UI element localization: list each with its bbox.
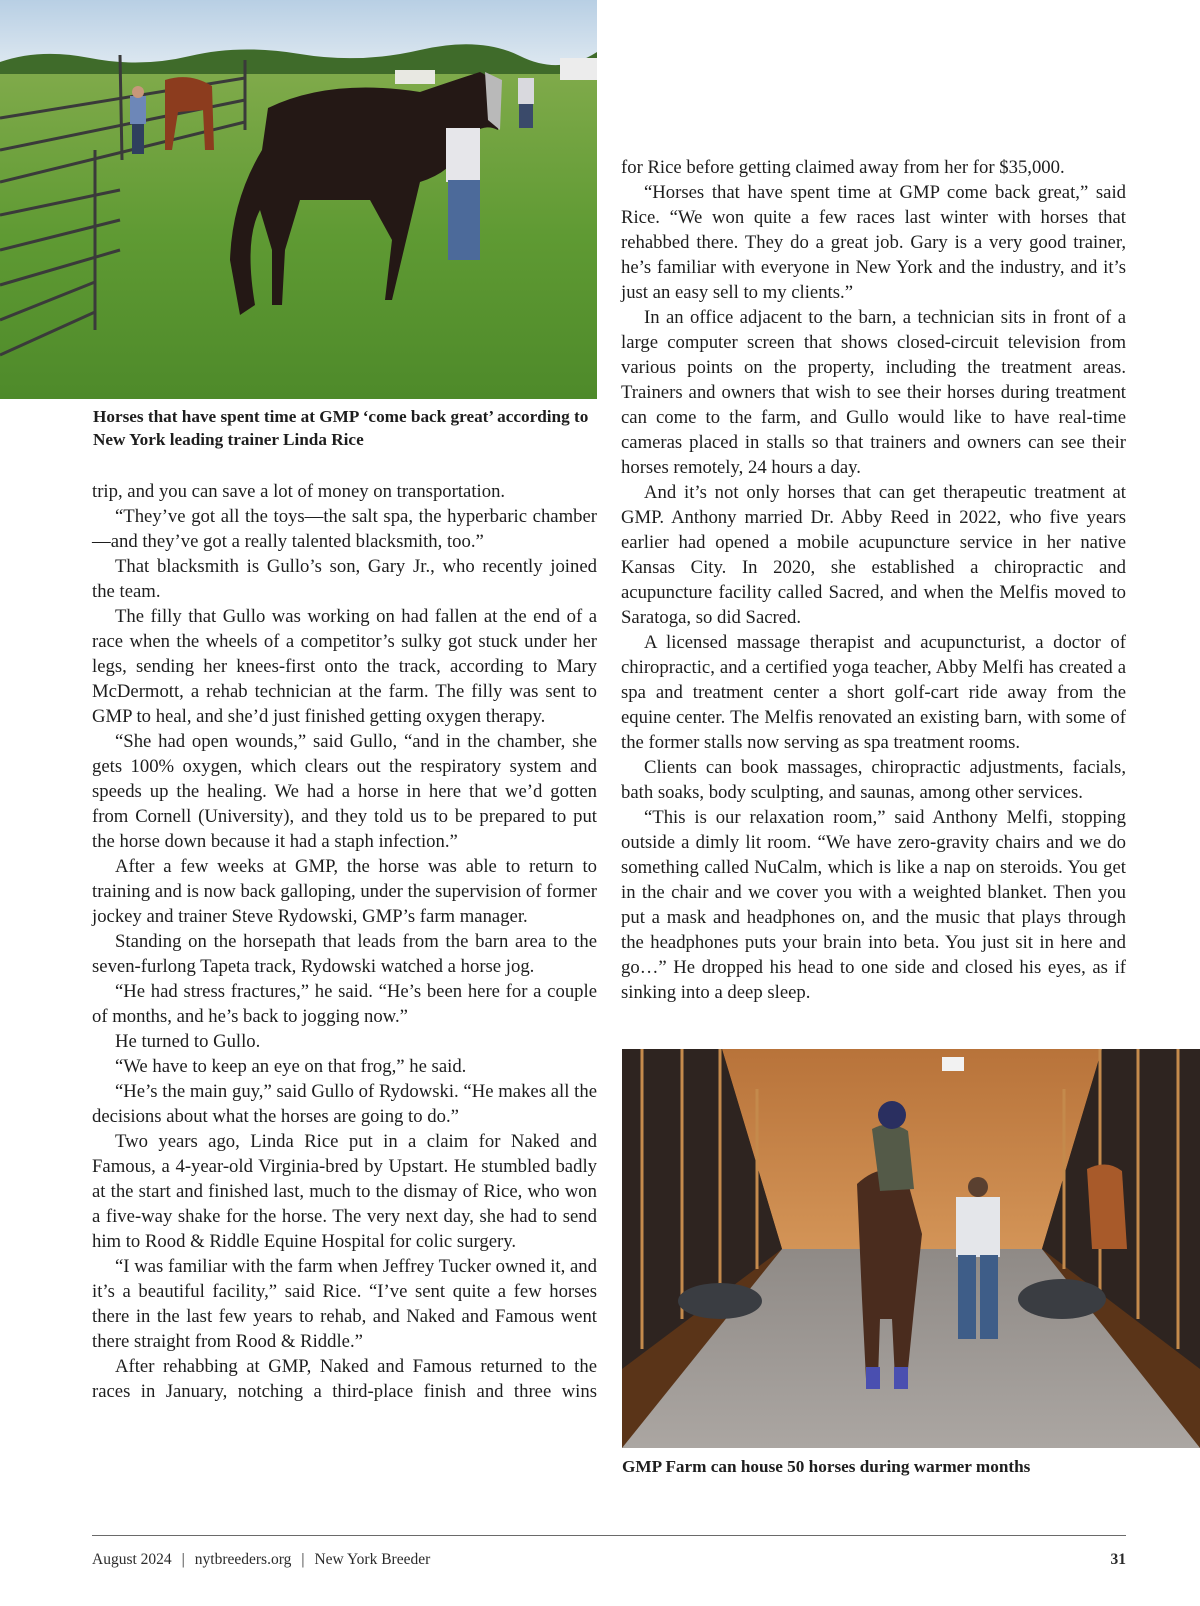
paragraph: “They’ve got all the toys—the salt spa, the hyperbaric chamber—and they’ve got a really talented blacksmith, too.”: [92, 506, 597, 552]
paragraph: The filly that Gullo was working on had fallen at the end of a race when the wheels of a competitor’s sulky got stuck under her legs, sending her knees-first onto the track, according to Mary McDermott, a rehab technician at the farm. The filly was sent to GMP to heal, and she’d just finished getting oxygen therapy.: [92, 606, 597, 727]
paragraph: That blacksmith is Gullo’s son, Gary Jr., who recently joined the team.: [92, 556, 597, 602]
publication-name: New York Breeder: [314, 1551, 431, 1568]
issue-date: August 2024: [92, 1551, 172, 1568]
page-number: 31: [1110, 1551, 1126, 1568]
paragraph: “Horses that have spent time at GMP come back great,” said Rice. “We won quite a few races last winter with horses that rehabbed there. They do a great job. Gary is a very good trainer, he’s familiar with everyone in New York and the industry, and it’s just an easy sell to my clients.”: [621, 182, 1126, 303]
paragraph: Two years ago, Linda Rice put in a claim for Naked and Famous, a 4-year-old Virginia-bred by Upstart. He stumbled badly at the start and finished last, much to the dismay of Rice, who won a five-way shake for the horse. The very next day, she had to send him to Rood & Riddle Equine Hospital for colic surgery.: [92, 1131, 597, 1252]
paragraph: After rehabbing at GMP, Naked and Famous returned to the races in January, notching a third-place finish and three wins: [92, 1356, 597, 1402]
paragraph: “He’s the main guy,” said Gullo of Rydowski. “He makes all the decisions about what the horses are going to do.”: [92, 1081, 597, 1127]
paragraph: Standing on the horsepath that leads from the barn area to the seven-furlong Tapeta track, Rydowski watched a horse jog.: [92, 931, 597, 977]
paragraph: “She had open wounds,” said Gullo, “and in the chamber, she gets 100% oxygen, which clears out the respiratory system and speeds up the healing. We had a horse in here that we’d gotten from Cornell (University), and they told us to be prepared to put the horse down because it had a staph infection.”: [92, 731, 597, 852]
horse-pasture-photo: [0, 0, 597, 399]
article-right-column: [621, 155, 1126, 1005]
paragraph: Clients can book massages, chiropractic adjustments, facials, bath soaks, body sculpting, and saunas, among other services.: [621, 757, 1126, 803]
barn-aisle-photo: [622, 1049, 1200, 1448]
bottom-photo-caption: GMP Farm can house 50 horses during warmer months: [622, 1457, 1031, 1476]
website-link[interactable]: nytbreeders.org: [194, 1551, 292, 1568]
paragraph: “I was familiar with the farm when Jeffrey Tucker owned it, and it’s a beautiful facility,” said Rice. “I’ve sent quite a few horses there in the last few years to rehab, and Naked and Famous went there straight from Rood & Riddle.”: [92, 1256, 597, 1352]
footer-credits: [92, 1551, 430, 1569]
paragraph: In an office adjacent to the barn, a technician sits in front of a large computer screen that shows closed-circuit television from various points on the property, including the treatment areas. Trainers and owners that wish to see their horses during treatment can come to the farm, and Gullo would like to have real-time cameras placed in stalls so that trainers and owners can see their horses remotely, 24 hours a day.: [621, 307, 1126, 478]
separator: |: [181, 1551, 185, 1568]
footer-divider: [92, 1535, 1126, 1536]
paragraph: After a few weeks at GMP, the horse was able to return to training and is now back galloping, under the supervision of former jockey and trainer Steve Rydowski, GMP’s farm manager.: [92, 856, 597, 927]
paragraph: trip, and you can save a lot of money on transportation.: [92, 481, 506, 502]
paragraph: A licensed massage therapist and acupuncturist, a doctor of chiropractic, and a certified yoga teacher, Abby Melfi has created a spa and treatment center a short golf-cart ride away from the equine center. The Melfis renovated an existing barn, with some of the former stalls now serving as spa treatment rooms.: [621, 632, 1126, 753]
paragraph: “We have to keep an eye on that frog,” he said.: [115, 1056, 467, 1077]
paragraph: He turned to Gullo.: [115, 1031, 261, 1052]
paragraph: “This is our relaxation room,” said Anthony Melfi, stopping outside a dimly lit room. “We have zero-gravity chairs and we do something called NuCalm, which is like a nap on steroids. You get in the chair and we cover you with a weighted blanket. Then you put a mask and headphones on, and the music that plays through the headphones puts your brain into beta. You just sit in here and go…” He dropped his head to one side and closed his eyes, as if sinking into a deep sleep.: [621, 807, 1126, 1003]
separator: |: [301, 1551, 305, 1568]
paragraph: “He had stress fractures,” he said. “He’s been here for a couple of months, and he’s back to jogging now.”: [92, 981, 597, 1027]
paragraph: for Rice before getting claimed away from her for $35,000.: [621, 157, 1065, 178]
top-photo-caption: Horses that have spent time at GMP ‘come back great’ according to New York leading trainer Linda Rice: [93, 407, 589, 449]
article-left-column: [92, 479, 597, 1404]
paragraph: And it’s not only horses that can get therapeutic treatment at GMP. Anthony married Dr. Abby Reed in 2022, who five years earlier had opened a mobile acupuncture service in her native Kansas City. In 2020, she established a chiropractic and acupuncture facility called Sacred, and when the Melfis moved to Saratoga, so did Sacred.: [621, 482, 1126, 628]
